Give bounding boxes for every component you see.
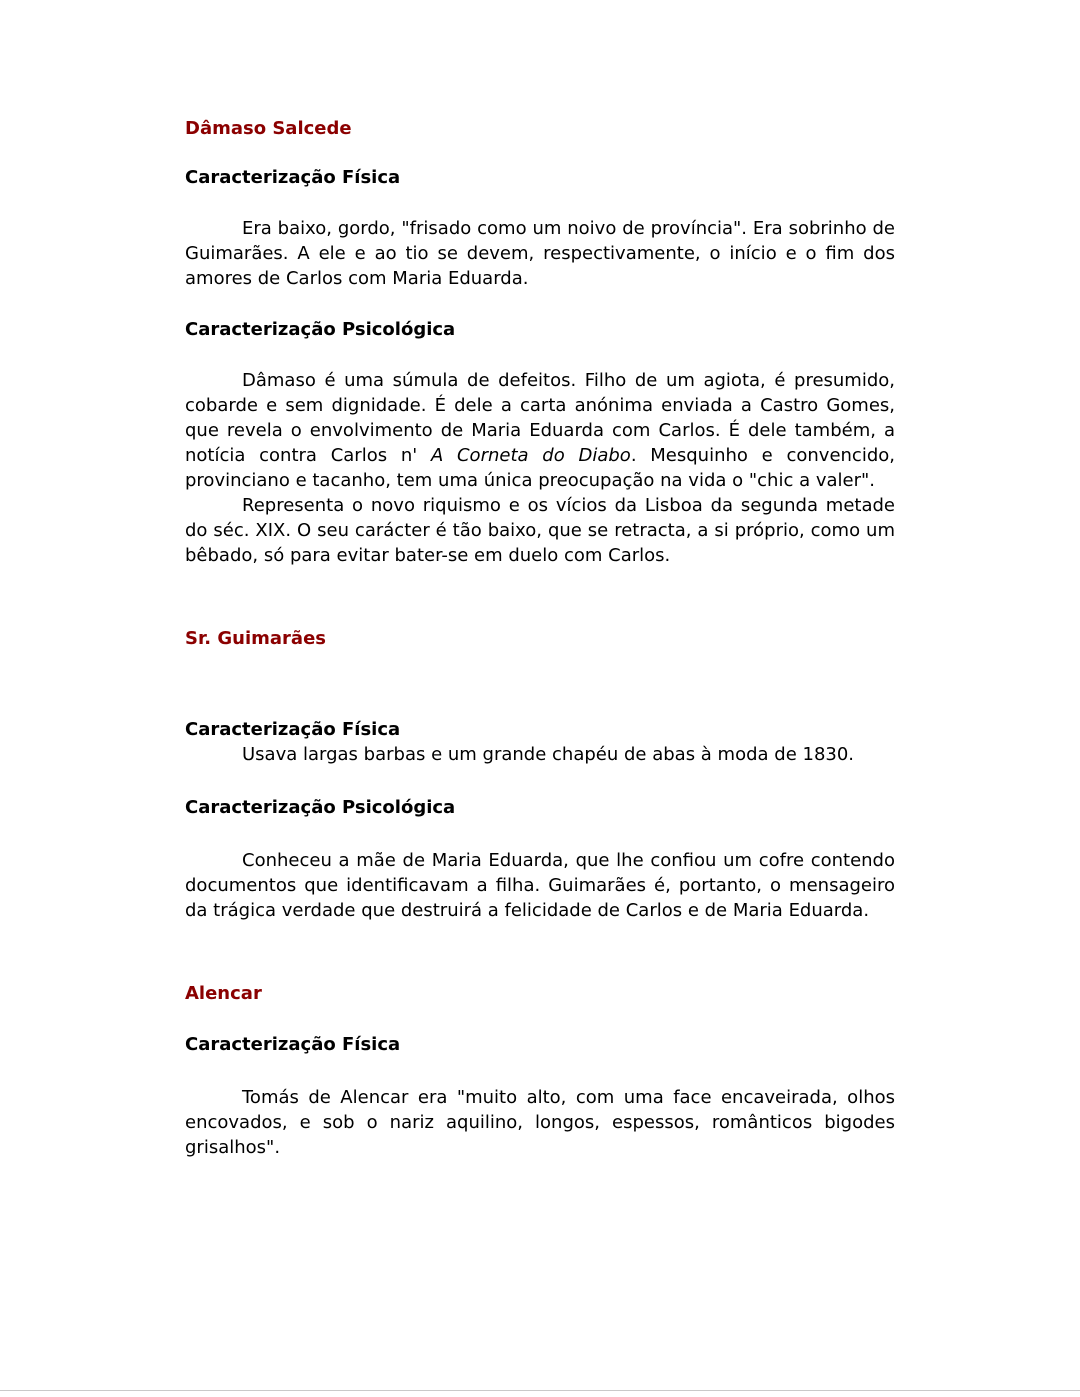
paragraph: Representa o novo riquismo e os vícios da Lisboa da segunda metade do séc. XIX. O seu carácter é tão baixo, que se retracta, a si próprio, como um bêbado, só para evitar bater-se em duelo com Carlos.	[185, 495, 895, 566]
character-name-heading: Alencar	[185, 983, 262, 1004]
section-sr-guimaraes	[185, 628, 895, 923]
paragraph	[185, 368, 895, 493]
paragraph: Era baixo, gordo, "frisado como um noivo de província". Era sobrinho de Guimarães. A ele e ao tio se devem, respectivamente, o início e o fim dos amores de Carlos com Maria Eduarda.	[185, 218, 895, 289]
physical-characterization-heading: Caracterização Física	[185, 1034, 401, 1055]
paragraph: Tomás de Alencar era "muito alto, com uma face encaveirada, olhos encovados, e sob o nariz aquilino, longos, espessos, românticos bigodes grisalhos".	[185, 1087, 895, 1158]
paragraph: Usava largas barbas e um grande chapéu de abas à moda de 1830.	[242, 744, 855, 765]
book-title-italic: A Corneta do Diabo	[430, 445, 631, 466]
section-alencar	[185, 983, 895, 1160]
paragraph-text: . Mesquinho e convencido, provinciano e tacanho, tem uma única preocupação na vida o "chic a valer".	[185, 445, 895, 491]
section-damaso-salcede	[185, 118, 895, 568]
character-name-heading: Dâmaso Salcede	[185, 118, 352, 139]
physical-characterization-heading: Caracterização Física	[185, 719, 401, 740]
paragraph-text: Dâmaso é uma súmula de defeitos. Filho de um agiota, é presumido, cobarde e sem dignidade. É dele a carta anónima enviada a Castro Gomes, que revela o envolvimento de Maria Eduarda com Carlos. É dele também, a notícia contra Carlos n'	[185, 370, 895, 466]
psychological-characterization-heading: Caracterização Psicológica	[185, 797, 456, 818]
character-name-heading: Sr. Guimarães	[185, 628, 326, 649]
paragraph: Conheceu a mãe de Maria Eduarda, que lhe confiou um cofre contendo documentos que identificavam a filha. Guimarães é, portanto, o mensageiro da trágica verdade que destruirá a felicidade de Carlos e de Maria Eduarda.	[185, 850, 895, 921]
psychological-characterization-heading: Caracterização Psicológica	[185, 319, 456, 340]
physical-characterization-heading: Caracterização Física	[185, 167, 401, 188]
